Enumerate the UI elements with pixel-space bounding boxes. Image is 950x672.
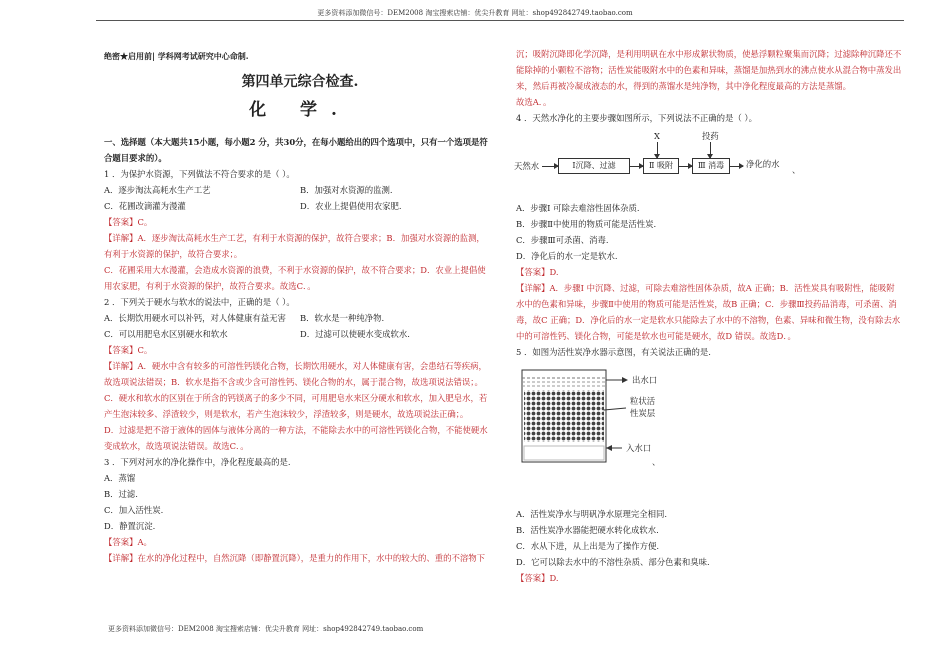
- water-bottom: [524, 446, 604, 460]
- flow-step-3-box: Ⅲ 消毒: [692, 158, 730, 174]
- layer-pointer: [604, 408, 626, 410]
- q1-options-row1: [104, 182, 496, 198]
- carbon-filter-diagram: [516, 366, 908, 470]
- q2-options-row2: [104, 326, 496, 342]
- secret-line: 绝密★启用前| 学科网考试研究中心命制.: [104, 51, 249, 61]
- q2-stem: 2 ．下列关于硬水与软水的说法中，正确的是（ ）。: [104, 297, 295, 307]
- question-2: [104, 294, 496, 454]
- flow-drug-label: 投药: [702, 131, 719, 141]
- subject-title: 化 学.: [249, 100, 351, 120]
- q3-option-c: C．加入活性炭.: [104, 505, 164, 515]
- q4-option-a: A．步骤Ⅰ 可除去难溶性固体杂质.: [516, 203, 640, 213]
- q2-explain-line: 变成软水，故选项说法错误。故选C．。: [104, 441, 249, 451]
- q2-option-c: C．可以用肥皂水区别硬水和软水: [104, 329, 228, 339]
- left-column: [104, 48, 496, 566]
- q2-option-b: B．软水是一种纯净物.: [300, 313, 385, 323]
- q4-option-c: C．步骤Ⅲ可杀菌、消毒.: [516, 235, 609, 245]
- q1-explain-line: C．花圃采用大水漫灌，会造成水资源的浪费，不利于水资源的保护，故不符合要求；D．农业上提倡使: [104, 265, 486, 275]
- q4-explain-line: 水中的色素和异味，步骤Ⅱ中使用的物质可能是活性炭，故B 正确；C．步骤Ⅲ投药品消毒，可杀菌、消: [516, 299, 897, 309]
- q2-option-a: A．长期饮用硬水可以补钙，对人体健康有益无害: [104, 313, 286, 323]
- q5-answer: 【答案】D.: [516, 573, 559, 583]
- q4-explain-line: 【详解】A．步骤Ⅰ 中沉降、过滤，可除去难溶性固体杂质，故A 正确；B．活性炭具有吸附性，能吸附: [516, 283, 895, 293]
- question-5: [516, 344, 908, 586]
- q1-option-b: B．加强对水资源的监测.: [300, 185, 393, 195]
- q4-explain-line: 毒，故C 正确；D．净化后的水一定是软水只能除去了水中的不溶物，色素、异味和微生物，没有除去水: [516, 315, 901, 325]
- q3-explain-line: 来，然后再被冷凝成液态的水，得到的蒸馏水是纯净物，其中净化程度最高的方法是蒸馏。: [516, 81, 851, 91]
- outlet-label: 出水口: [632, 375, 658, 385]
- flow-tail-mark: 、: [792, 165, 801, 175]
- q3-explain-line: 【详解】在水的净化过程中，自然沉降（即静置沉降），是重力的作用下，水中的较大的、重的不溶物下: [104, 553, 486, 563]
- q1-explain-line: 用农家肥，有利于水资源的保护，故符合要求。故选C．。: [104, 281, 316, 291]
- footer-bar: 更多资料添加微信号：DEM2008 淘宝搜索店铺：优尖升教育 网址：shop492842749.taobao.com: [108, 625, 424, 633]
- outlet-arrow: [622, 377, 628, 383]
- diagram-tail-mark: 、: [652, 457, 661, 467]
- flow-x-label: X: [654, 131, 660, 141]
- flow-arrow: [629, 166, 643, 167]
- q4-option-d: D．净化后的水一定是软水.: [516, 251, 618, 261]
- q1-explain-line: 有利于水资源的保护，故符合要求；。: [104, 249, 243, 259]
- q1-answer: 【答案】C。: [104, 217, 153, 227]
- q1-options-row2: [104, 198, 496, 214]
- q2-options-row1: [104, 310, 496, 326]
- q1-stem: 1 ．为保护水资源，下列做法不符合要求的是（ ）。: [104, 169, 295, 179]
- flow-step-1-box: Ⅰ沉降、过滤: [558, 158, 630, 174]
- q1-explain-line: 【详解】A．逐步淘汰高耗水生产工艺，有利于水资源的保护，故符合要求；B．加强对水资源的监测，: [104, 233, 485, 243]
- q4-stem: 4 ．天然水净化的主要步骤如图所示，下列说法不正确的是（ ）。: [516, 113, 757, 123]
- inlet-label: 入水口: [626, 443, 652, 453]
- q2-explain-line: 故选项说法错误；B．软水是指不含或少含可溶性钙、镁化合物的水，属于混合物，故选项说法错误；。: [104, 377, 483, 387]
- carbon-layer-label: 粒状活: [630, 396, 656, 406]
- flow-down-arrow: [657, 142, 658, 158]
- q3-option-d: D．静置沉淀.: [104, 521, 156, 531]
- right-column: [516, 46, 908, 586]
- q4-explain-line: 中的可溶性钙、镁化合物，可能是软水也可能是硬水，故D 错误。故选D．。: [516, 331, 796, 341]
- q1-option-c: C．花圃改滴灌为漫灌: [104, 201, 186, 211]
- q3-explain-line: 能除掉的小颗粒不溶物；活性炭能吸附水中的色素和异味，蒸馏是加热到水的沸点使水从混合物中蒸发出: [516, 65, 902, 75]
- q4-option-b: B．步骤Ⅱ中使用的物质可能是活性炭.: [516, 219, 657, 229]
- header-divider: [96, 20, 904, 21]
- carbon-filter-svg: [516, 366, 716, 470]
- q2-option-d: D．过滤可以使硬水变成软水.: [300, 329, 410, 339]
- carbon-layer: [524, 390, 604, 442]
- q3-option-a: A．蒸馏: [104, 473, 136, 483]
- flow-end-label: 净化的水: [746, 159, 780, 169]
- water-purification-flowchart: [516, 130, 908, 194]
- page-title: 第四单元综合检查.: [241, 74, 359, 90]
- question-3: [104, 454, 496, 566]
- flow-arrow: [542, 166, 558, 167]
- q3-conclusion: 故选A．。: [516, 97, 552, 107]
- flow-start-label: 天然水: [514, 161, 540, 171]
- flow-down-arrow: [710, 142, 711, 158]
- q1-option-d: D．农业上提倡使用农家肥.: [300, 201, 402, 211]
- flow-arrow: [678, 166, 692, 167]
- q2-explain-line: 【详解】A．硬水中含有较多的可溶性钙镁化合物，长期饮用硬水，对人体健康有害，会患结石等疾病，: [104, 361, 487, 371]
- carbon-layer-label: 性炭层: [630, 408, 656, 418]
- q3-answer: 【答案】A。: [104, 537, 152, 547]
- question-4: [516, 110, 908, 344]
- q2-explain-line: 产生泡沫较多、浮渣较少，则是软水，若产生泡沫较少，浮渣较多，则是硬水，故选项说法正确；。: [104, 409, 469, 419]
- q5-option-b: B．活性炭净水器能把硬水转化成软水.: [516, 525, 659, 535]
- flow-arrow: [729, 166, 743, 167]
- q2-explain-line: C．硬水和软水的区别在于所含的钙镁离子的多少不同，可用肥皂水来区分硬水和软水，加入肥皂水，若: [104, 393, 488, 403]
- section-heading: 一、选择题（本大题共15小题，每小题2 分，共30分，在每小题给出的四个选项中，只有一个选项是符合题目要求的）。: [104, 137, 488, 163]
- q5-option-c: C．水从下进，从上出是为了操作方便.: [516, 541, 660, 551]
- q3-stem: 3 ．下列对河水的净化操作中，净化程度最高的是.: [104, 457, 291, 467]
- q4-answer: 【答案】D.: [516, 267, 559, 277]
- question-1: [104, 166, 496, 294]
- q2-answer: 【答案】C。: [104, 345, 153, 355]
- q5-option-a: A．活性炭净水与明矾净水原理完全相同.: [516, 509, 668, 519]
- q3-explain-line: 沉；吸附沉降即化学沉降，是利用明矾在水中形成絮状物质，使悬浮颗粒聚集而沉降；过滤除种沉降还不: [516, 49, 902, 59]
- q5-option-d: D．它可以除去水中的不溶性杂质、部分色素和臭味.: [516, 557, 710, 567]
- inlet-arrow: [606, 445, 612, 451]
- flow-step-2-box: Ⅱ 吸附: [643, 158, 679, 174]
- q1-option-a: A．逐步淘汰高耗水生产工艺: [104, 185, 211, 195]
- q2-explain-line: D．过滤是把不溶于液体的固体与液体分离的一种方法，不能除去水中的可溶性钙镁化合物，不能使硬水: [104, 425, 488, 435]
- header-bar: 更多资料添加微信号：DEM2008 淘宝搜索店铺：优尖升教育 网址：shop492842749.taobao.com: [317, 9, 633, 17]
- q3-option-b: B．过滤.: [104, 489, 138, 499]
- q5-stem: 5 ．如图为活性炭净水器示意图，有关说法正确的是.: [516, 347, 711, 357]
